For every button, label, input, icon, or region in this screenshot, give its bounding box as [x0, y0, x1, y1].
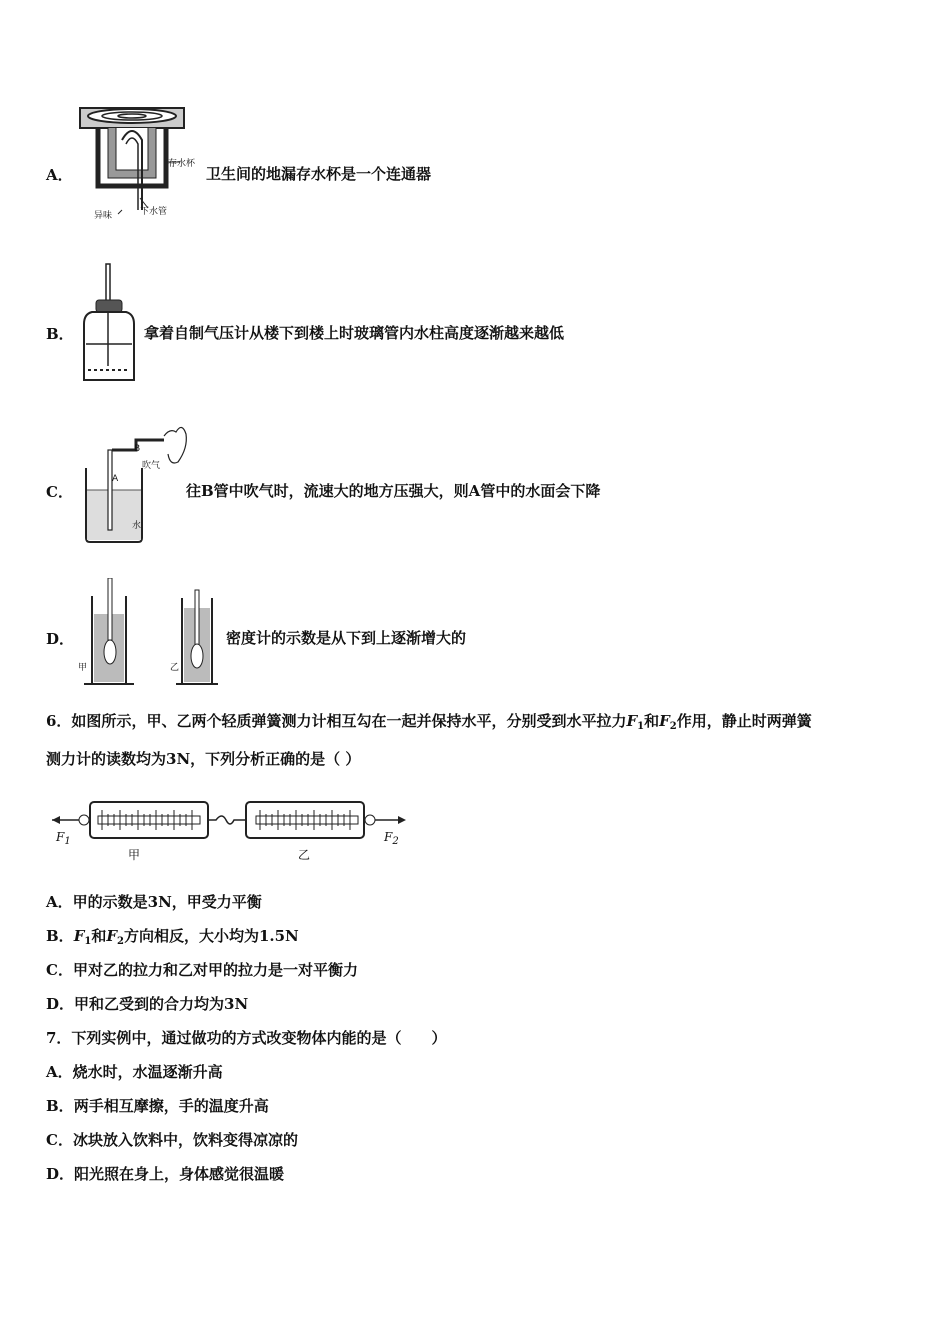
label-jia: 甲 — [78, 663, 88, 673]
blow-tube-figure — [78, 418, 190, 546]
label-yi: 乙 — [170, 663, 180, 673]
option-a-letter: A． — [46, 166, 73, 184]
q6-option-b: B．$F_1$和$F_2$方向相反，大小均为1.5N — [46, 927, 299, 947]
q7-option-c: C．冰块放入饮料中，饮料变得凉凉的 — [46, 1131, 298, 1149]
q6-option-c: C．甲对乙的拉力和乙对甲的拉力是一对平衡力 — [46, 961, 358, 979]
hydrometer-figure-yi — [170, 588, 220, 690]
floor-drain-figure — [78, 100, 210, 222]
option-d-letter: D． — [46, 630, 75, 648]
q7-option-a: A．烧水时，水温逐渐升高 — [46, 1063, 223, 1081]
label-pipe: 下水管 — [140, 207, 168, 217]
fig-f2-label: $F_2$ — [384, 830, 399, 847]
option-a-text: 卫生间的地漏存水杯是一个连通器 — [206, 165, 432, 183]
q6-option-a: A．甲的示数是3N，甲受力平衡 — [46, 893, 262, 911]
barometer-figure — [78, 262, 140, 384]
q6-option-d: D．甲和乙受到的合力均为3N — [46, 995, 249, 1013]
fig-f1-label: $F_1$ — [56, 830, 71, 847]
spring-scales-figure — [50, 796, 410, 866]
label-smell: 异味 — [94, 211, 113, 221]
q7-option-d: D．阳光照在身上，身体感觉很温暖 — [46, 1165, 285, 1183]
q7-stem: 7．下列实例中，通过做功的方式改变物体内能的是（ ） — [46, 1029, 447, 1047]
option-d-text: 密度计的示数是从下到上逐渐增大的 — [226, 629, 467, 647]
label-b: B — [134, 444, 141, 454]
option-b-text: 拿着自制气压计从楼下到楼上时玻璃管内水柱高度逐渐越来越低 — [144, 324, 565, 342]
hydrometer-figure-jia — [78, 578, 140, 690]
option-b-letter: B． — [46, 325, 74, 343]
fig-jia-label: 甲 — [128, 848, 141, 862]
q6-stem-line1: 6．如图所示，甲、乙两个轻质弹簧测力计相互勾在一起并保持水平，分别受到水平拉力$F_1$和$F_2$作用，静止时两弹簧 — [46, 712, 812, 732]
label-blow: 吹气 — [142, 461, 161, 471]
option-c-text: 往B管中吹气时，流速大的地方压强大，则A管中的水面会下降 — [186, 482, 601, 500]
label-a: A — [112, 474, 119, 484]
fig-yi-label: 乙 — [298, 848, 311, 862]
option-c-letter: C． — [46, 483, 73, 501]
q6-stem-line2: 测力计的读数均为3N，下列分析正确的是（ ） — [46, 750, 361, 768]
label-water: 水 — [132, 521, 142, 531]
q7-option-b: B．两手相互摩擦，手的温度升高 — [46, 1097, 269, 1115]
label-cup: 存水杯 — [168, 159, 196, 169]
